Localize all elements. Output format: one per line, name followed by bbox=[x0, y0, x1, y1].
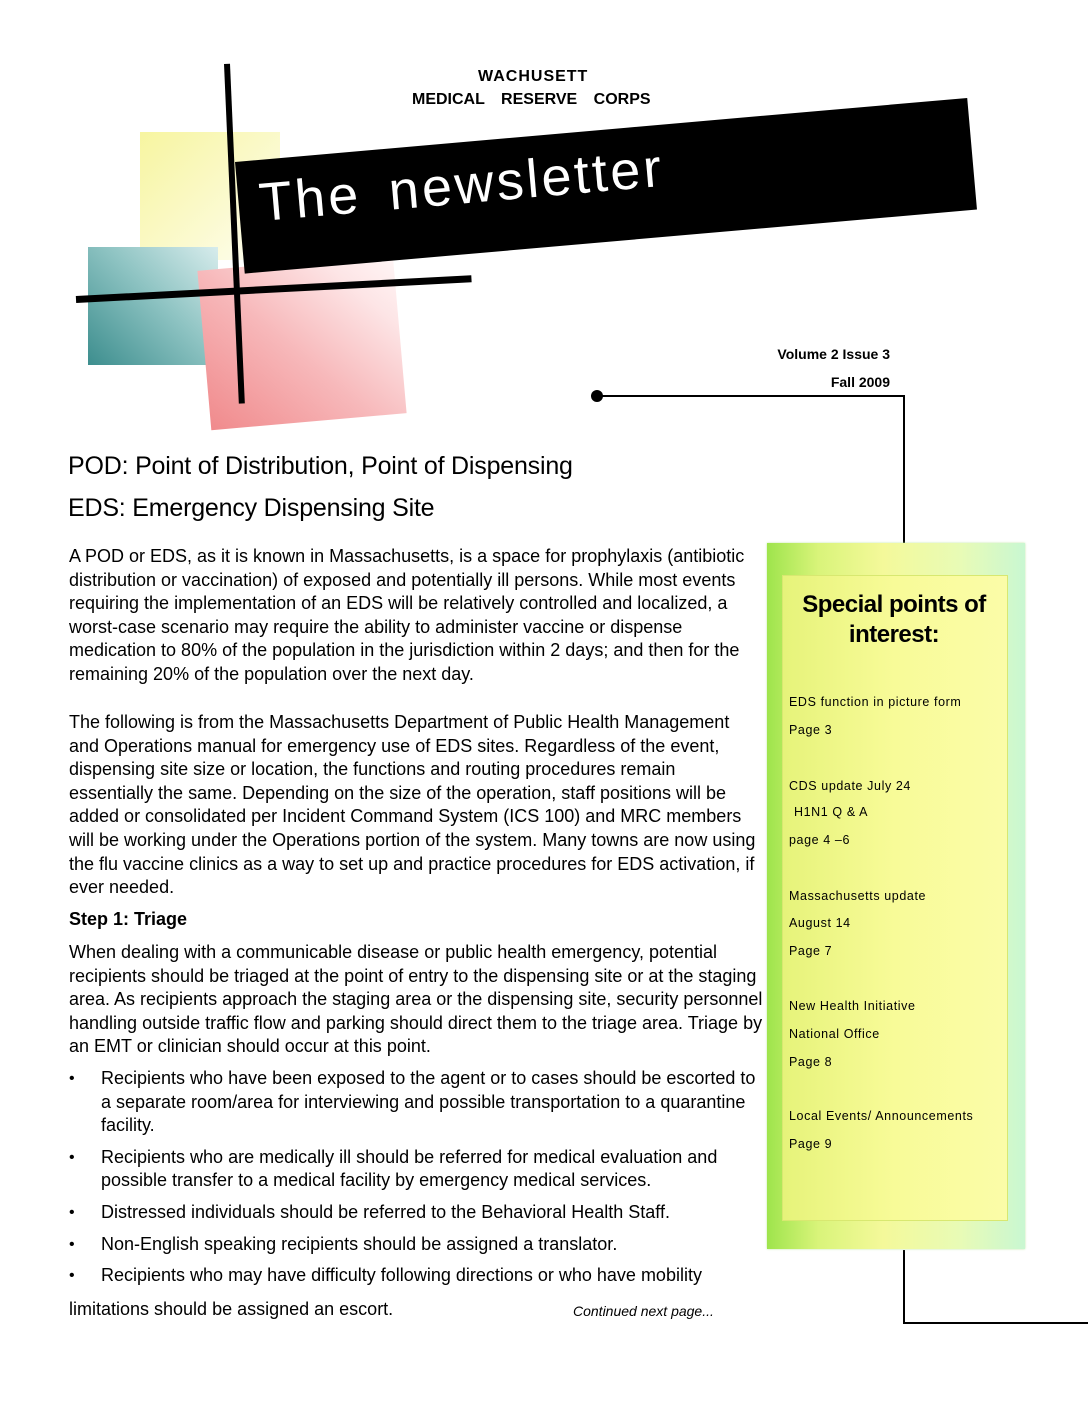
sidebar-item: Page 9 bbox=[789, 1137, 833, 1151]
triage-bullet-list bbox=[69, 1067, 769, 1296]
sidebar-item: New Health Initiative bbox=[789, 999, 916, 1013]
continued-note: Continued next page... bbox=[573, 1303, 714, 1319]
decor-rule-bottom bbox=[903, 1322, 1088, 1324]
article-subheadline: EDS: Emergency Dispensing Site bbox=[68, 494, 435, 522]
article-headline: POD: Point of Distribution, Point of Dispensing bbox=[68, 452, 573, 480]
sidebar-item: EDS function in picture form bbox=[789, 695, 962, 709]
sidebar-item: August 14 bbox=[789, 916, 851, 930]
sidebar-item: National Office bbox=[789, 1027, 880, 1041]
sidebar-item: page 4 –6 bbox=[789, 833, 851, 847]
issue-season: Fall 2009 bbox=[830, 374, 890, 390]
sidebar-item: Page 8 bbox=[789, 1055, 833, 1069]
article-paragraph-2: The following is from the Massachusetts Department of Public Health Management and Operations manual for emergency use of EDS sites. Regardless of the event, dispensing site size or location, the functions and routing procedures remain essentially the same. Depending on the size of the operation, staff positions will be added or consolidated per Incident Command System (ICS 100) and MRC members will be working under the Operations portion of the system. Many towns are now using the flu vaccine clinics as a way to set up and practice procedures for EDS activation, if ever needed. bbox=[69, 712, 756, 898]
sidebar-item: Massachusetts update bbox=[789, 889, 927, 903]
article-paragraph-3: When dealing with a communicable disease or public health emergency, potential recipients should be triaged at the point of entry to the dispensing site or at the staging area. As recipients approach the staging area or the dispensing site, security personnel handling outside traffic flow and parking should direct them to the triage area. Triage by an EMT or clinician should occur at this point. bbox=[69, 942, 763, 1057]
list-item: • Non-English speaking recipients should be assigned a translator. bbox=[69, 1233, 769, 1257]
list-item: • Recipients who are medically ill should be referred for medical evaluation and possible transfer to a medical facility by emergency medical services. bbox=[69, 1146, 769, 1193]
decor-rule-right-lower bbox=[903, 1250, 905, 1324]
step-heading: Step 1: Triage bbox=[69, 909, 188, 929]
list-item: • Recipients who have been exposed to the agent or to cases should be escorted to a separate room/area for interviewing and possible transportation to a quarantine facility. bbox=[69, 1067, 769, 1138]
decor-rule-right bbox=[903, 395, 905, 545]
bullet-continuation: limitations should be assigned an escort. bbox=[69, 1299, 394, 1319]
decor-teal-square bbox=[88, 247, 218, 365]
sidebar-item: Local Events/ Announcements bbox=[789, 1109, 974, 1123]
sidebar-item: Page 3 bbox=[789, 723, 833, 737]
sidebar-item: CDS update July 24 bbox=[789, 779, 911, 793]
newsletter-title: The newsletter bbox=[256, 137, 667, 234]
sidebar-item: H1N1 Q & A bbox=[794, 805, 869, 819]
sidebar-title: Special points of interest: bbox=[802, 591, 986, 648]
sidebar-item: Page 7 bbox=[789, 944, 833, 958]
issue-volume: Volume 2 Issue 3 bbox=[777, 346, 890, 362]
list-item: • Distressed individuals should be referred to the Behavioral Health Staff. bbox=[69, 1201, 769, 1225]
article-paragraph-1: A POD or EDS, as it is known in Massachusetts, is a space for prophylaxis (antibiotic distribution or vaccination) of exposed and potentially ill persons. While most events requiring the implementation of an EDS will be relatively controlled and localized, a worst-case scenario may require the ability to administer vaccine or dispense medication to 80% of the population in the jurisdiction within 2 days; and then for the remaining 20% of the population over the next day. bbox=[69, 546, 745, 684]
org-name-line2: MEDICAL RESERVE CORPS bbox=[412, 91, 651, 108]
list-item: • Recipients who may have difficulty following directions or who have mobility bbox=[69, 1264, 769, 1288]
decor-rule-top bbox=[598, 395, 905, 397]
org-name-line1: WACHUSETT bbox=[478, 68, 589, 85]
